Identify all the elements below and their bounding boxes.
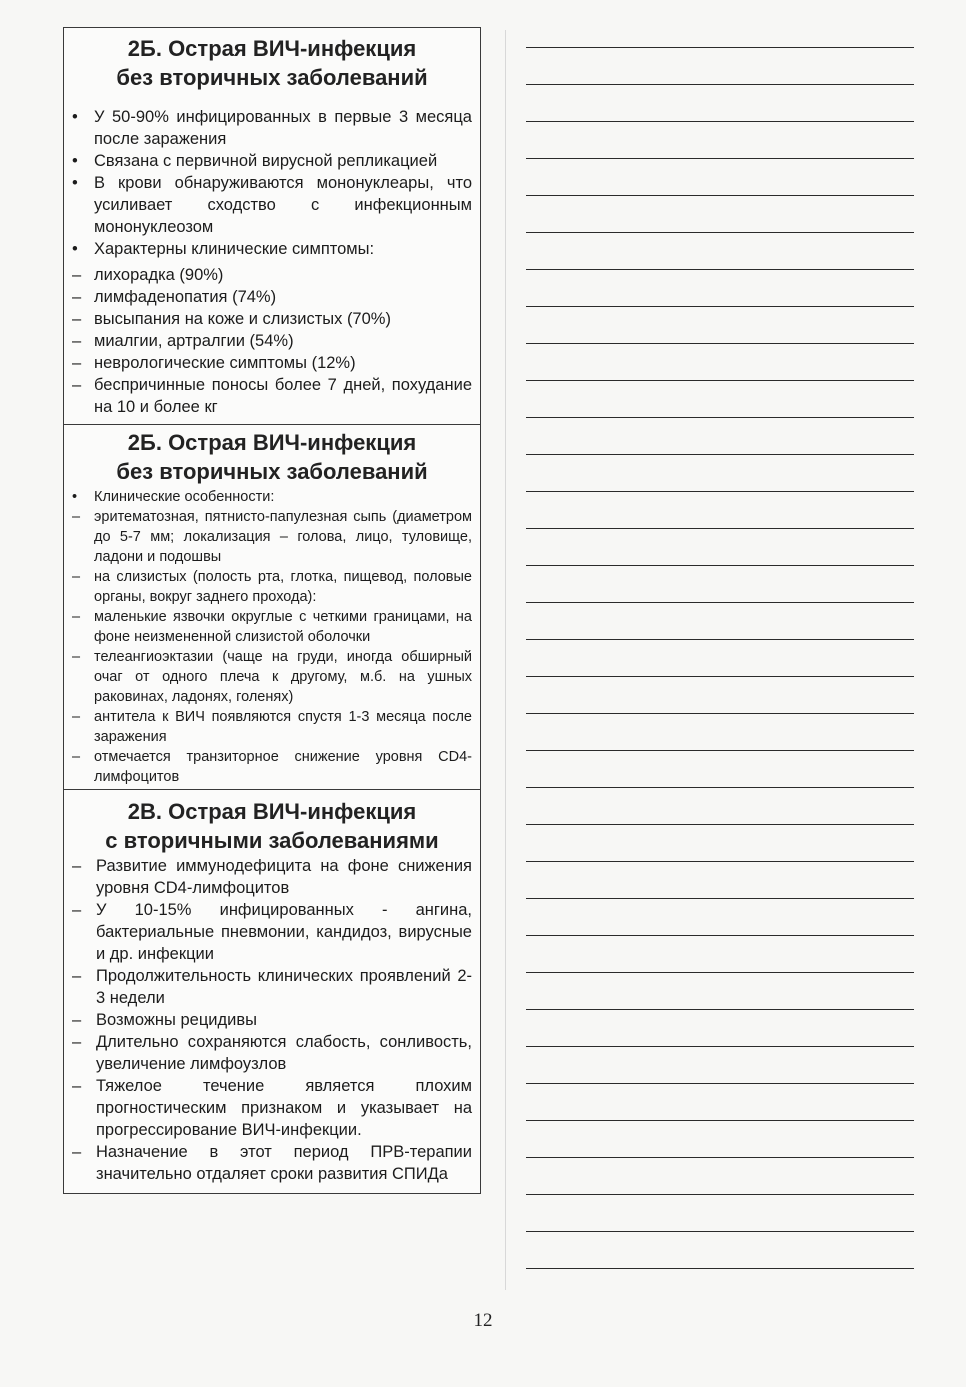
dash-item: – лимфаденопатия (74%) <box>70 286 472 308</box>
note-line <box>526 84 914 85</box>
dash-item: – маленькие язвочки округлые с четкими границами, на фоне неизмененной слизистой оболочки <box>70 607 472 647</box>
slide-2b-second <box>64 428 480 790</box>
note-line <box>526 639 914 640</box>
dash-item: – Длительно сохраняются слабость, сонливость, увеличение лимфоузлов <box>70 1031 472 1075</box>
dash-item: – лихорадка (90%) <box>70 264 472 286</box>
dash-item: – высыпания на коже и слизистых (70%) <box>70 308 472 330</box>
note-line <box>526 121 914 122</box>
note-line <box>526 306 914 307</box>
note-line <box>526 898 914 899</box>
notes-column <box>518 0 966 1300</box>
note-line <box>526 1009 914 1010</box>
dash-item: – антитела к ВИЧ появляются спустя 1-3 месяца после заражения <box>70 707 472 747</box>
note-line <box>526 824 914 825</box>
dash-item: – Продолжительность клинических проявлений 2-3 недели <box>70 965 472 1009</box>
note-line <box>526 1268 914 1269</box>
note-line <box>526 343 914 344</box>
page-number: 12 <box>473 1310 493 1331</box>
dash-item: – У 10-15% инфицированных - ангина, бактериальные пневмонии, кандидоз, вирусные и др. инфекции <box>70 899 472 965</box>
note-line <box>526 713 914 714</box>
note-line <box>526 380 914 381</box>
note-line <box>526 972 914 973</box>
dash-item: – Назначение в этот период ПРВ-терапии значительно отдаляет сроки развития СПИДа <box>70 1141 472 1185</box>
note-line <box>526 1157 914 1158</box>
features-dash-list <box>64 507 480 789</box>
note-line <box>526 750 914 751</box>
dash-item: – миалгии, артралгии (54%) <box>70 330 472 352</box>
note-line <box>526 676 914 677</box>
bullet-item: • В крови обнаруживаются мононуклеары, что усиливает сходство с инфекционным мононуклеозом <box>70 172 472 238</box>
slide-title-line-2: с вторичными заболеваниями <box>105 828 439 853</box>
dash-item: – беспричинные поносы более 7 дней, похудание на 10 и более кг <box>70 374 472 418</box>
dash-item: – неврологические симптомы (12%) <box>70 352 472 374</box>
dash-item: – на слизистых (полость рта, глотка, пищевод, половые органы, вокруг заднего прохода): <box>70 567 472 607</box>
bullet-list <box>64 106 480 264</box>
bullet-list <box>64 487 480 507</box>
page-binding-shadow <box>505 30 506 1290</box>
slide-title-line-1: 2Б. Острая ВИЧ-инфекция <box>127 36 417 61</box>
symptom-dash-list <box>64 264 480 424</box>
dash-item: – Развитие иммунодефицита на фоне снижения уровня CD4-лимфоцитов <box>70 855 472 899</box>
note-line <box>526 454 914 455</box>
note-line <box>526 1231 914 1232</box>
note-line <box>526 158 914 159</box>
dash-item: – Возможны рецидивы <box>70 1009 472 1031</box>
slide-title <box>68 34 476 92</box>
note-line <box>526 47 914 48</box>
note-line <box>526 787 914 788</box>
bullet-item <box>70 238 472 260</box>
slide-title-line-1: 2Б. Острая ВИЧ-инфекция <box>127 430 417 455</box>
dash-item: – отмечается транзиторное снижение уровня CD4-лимфоцитов <box>70 747 472 787</box>
note-line <box>526 1046 914 1047</box>
note-line <box>526 195 914 196</box>
dash-item: – телеангиоэктазии (чаще на груди, иногда обширный очаг от одного плеча к другому, м.б. на ушных раковинах, ладонях, голенях) <box>70 647 472 707</box>
bullet-item-text: Клинические особенности: <box>94 489 275 505</box>
dash-item: – эритематозная, пятнисто-папулезная сыпь (диаметром до 5-7 мм; локализация – голова, лицо, туловище, ладони и подошвы <box>70 507 472 567</box>
note-line <box>526 565 914 566</box>
note-line <box>526 528 914 529</box>
bullet-item <box>70 487 472 507</box>
note-line <box>526 1194 914 1195</box>
note-line <box>526 1083 914 1084</box>
note-line <box>526 861 914 862</box>
bullet-item: • У 50-90% инфицированных в первые 3 месяца после заражения <box>70 106 472 150</box>
slide-title <box>68 428 476 486</box>
bullet-item-text: Характерны клинические симптомы: <box>94 240 375 258</box>
note-line <box>526 1120 914 1121</box>
slide-title-line-1: 2В. Острая ВИЧ-инфекция <box>127 799 417 824</box>
dash-item: – Тяжелое течение является плохим прогностическим признаком и указывает на прогрессирование ВИЧ-инфекции. <box>70 1075 472 1141</box>
note-line <box>526 602 914 603</box>
slide-title-line-2: без вторичных заболеваний <box>116 459 428 484</box>
note-line <box>526 232 914 233</box>
slide-title-line-2: без вторичных заболеваний <box>116 65 428 90</box>
secondary-dash-list <box>64 855 480 1193</box>
note-line <box>526 935 914 936</box>
note-line <box>526 269 914 270</box>
slide-2b-first <box>64 34 480 425</box>
slide-2v <box>64 797 480 1193</box>
slide-title <box>68 797 476 855</box>
slides-column <box>63 27 481 1194</box>
note-line <box>526 491 914 492</box>
bullet-item: • Связана с первичной вирусной репликацией <box>70 150 472 172</box>
note-line <box>526 417 914 418</box>
